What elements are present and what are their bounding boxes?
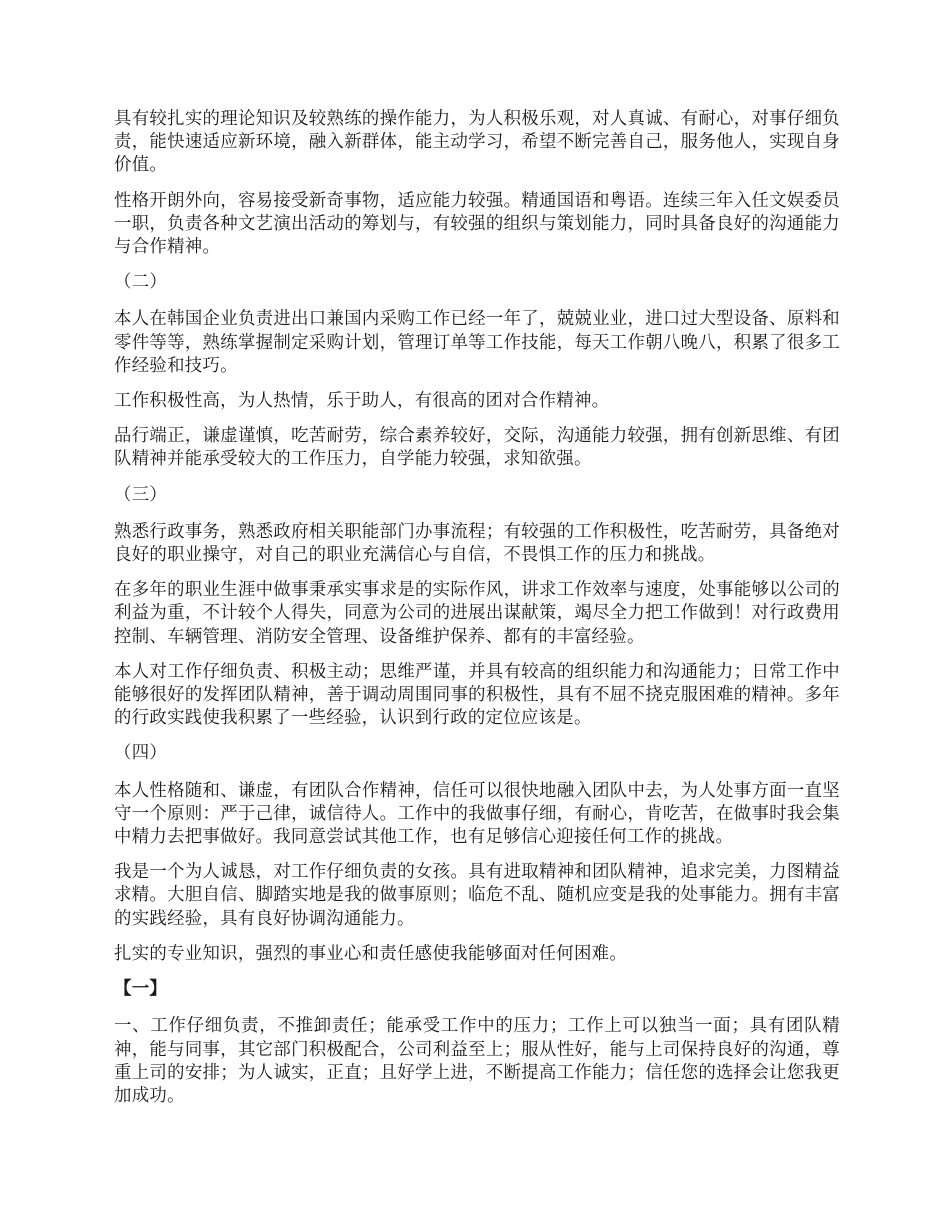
paragraph-section3-2: 在多年的职业生涯中做事秉承实事求是的实际作风，讲求工作效率与速度，处事能够以公司的利益为重，不计较个人得失，同意为公司的进展出谋献策，竭尽全力把工作做到！对行政费用控制、车辆管理、消防安全管理、设备维护保养、都有的丰富经验。: [114, 580, 840, 647]
paragraph-section2-2: 工作积极性高，为人热情，乐于助人，有很高的团对合作精神。: [114, 391, 610, 412]
document-body: [114, 108, 840, 1120]
paragraph-section4-2: 我是一个为人诚恳，对工作仔细负责的女孩。具有进取精神和团队精神，追求完美，力图精益求精。大胆自信、脚踏实地是我的做事原则；临危不乱、随机应变是我的处事能力。拥有丰富的实践经验，具有良好协调沟通能力。: [114, 862, 840, 929]
section-heading-3: （三）: [114, 484, 168, 505]
paragraph-section3-1: 熟悉行政事务，熟悉政府相关职能部门办事流程；有较强的工作积极性，吃苦耐劳，具备绝对良好的职业操守，对自己的职业充满信心与自信，不畏惧工作的压力和挑战。: [114, 521, 840, 566]
paragraph-intro-2: 性格开朗外向，容易接受新奇事物，适应能力较强。精通国语和粤语。连续三年入任文娱委员一职，负责各种文艺演出活动的筹划与，有较强的组织与策划能力，同时具备良好的沟通能力与合作精神。: [114, 190, 840, 258]
section-heading-2: （二）: [114, 272, 168, 293]
section-heading-4: （四）: [114, 743, 168, 764]
paragraph-intro-1: 具有较扎实的理论知识及较熟练的操作能力，为人积极乐观，对人真诚、有耐心，对事仔细负责，能快速适应新环境，融入新群体，能主动学习，希望不断完善自己，服务他人，实现自身价值。: [114, 109, 840, 176]
section-heading-1: 【一】: [114, 979, 168, 1000]
paragraph-section1-1: 一、工作仔细负责，不推卸责任；能承受工作中的压力；工作上可以独当一面；具有团队精神，能与同事，其它部门积极配合，公司利益至上；服从性好，能与上司保持良好的沟通，尊重上司的安排；为人诚实，正直；且好学上进，不断提高工作能力；信任您的选择会让您我更加成功。: [114, 1016, 840, 1106]
paragraph-section4-3: 扎实的专业知识，强烈的事业心和责任感使我能够面对任何困难。: [114, 943, 628, 964]
paragraph-section2-1: 本人在韩国企业负责进出口兼国内采购工作已经一年了，兢兢业业，进口过大型设备、原料和零件等等，熟练掌握制定采购计划，管理订单等工作技能，每天工作朝八晚八，积累了很多工作经验和技巧。: [114, 309, 840, 376]
paragraph-section3-3: 本人对工作仔细负责、积极主动；思维严谨，并具有较高的组织能力和沟通能力；日常工作中能够很好的发挥团队精神，善于调动周围同事的积极性，具有不屈不挠克服困难的精神。多年的行政实践使我积累了一些经验，认识到行政的定位应该是。: [114, 661, 840, 729]
paragraph-section2-3: 品行端正，谦虚谨慎，吃苦耐劳，综合素养较好，交际，沟通能力较强，拥有创新思维、有团队精神并能承受较大的工作压力，自学能力较强，求知欲强。: [114, 426, 840, 470]
paragraph-section4-1: 本人性格随和、谦虚，有团队合作精神，信任可以很快地融入团队中去，为人处事方面一直坚守一个原则：严于己律，诚信待人。工作中的我做事仔细，有耐心，肯吃苦，在做事时我会集中精力去把事做好。我同意尝试其他工作，也有足够信心迎接任何工作的挑战。: [114, 780, 840, 848]
